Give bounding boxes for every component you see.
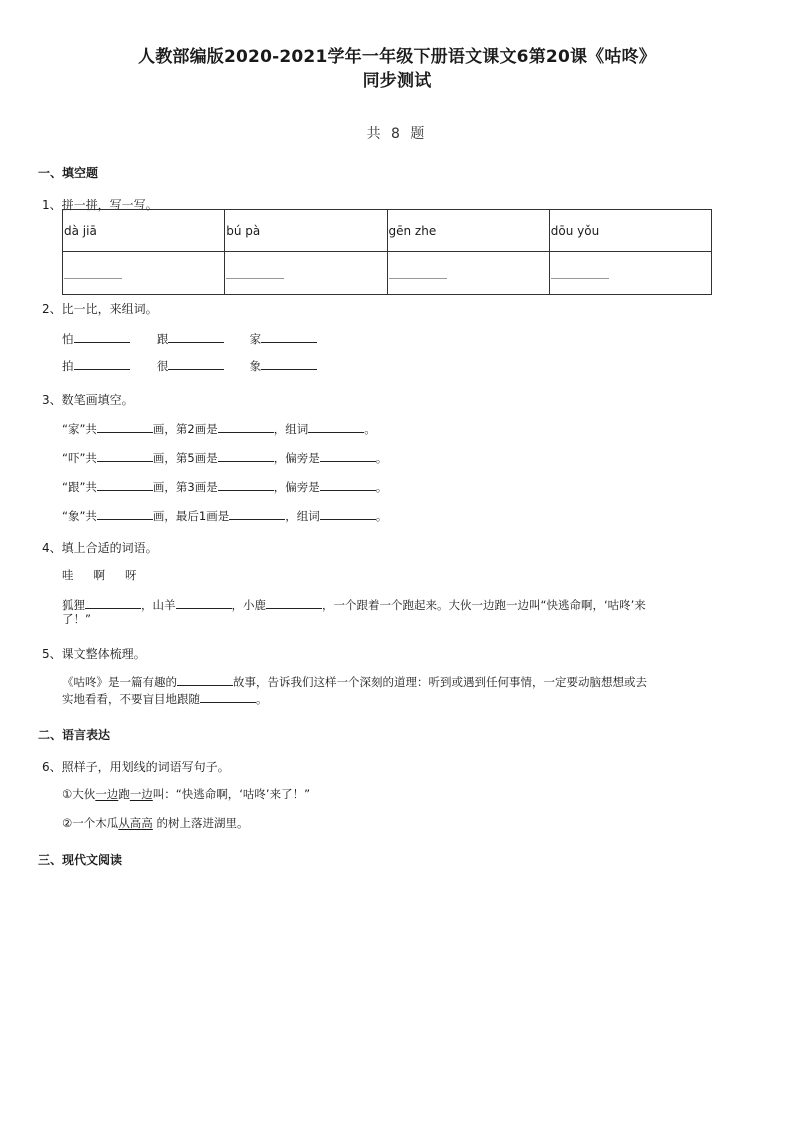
stroke-text: 。 xyxy=(375,451,388,465)
stroke-text: ，组词 xyxy=(285,509,320,523)
answer-blank[interactable] xyxy=(320,478,376,491)
story-text: ，山羊 xyxy=(141,598,176,612)
question-6-prompt: 6、照样子，用划线的词语写句子。 xyxy=(42,760,230,774)
story-sentence xyxy=(62,596,646,613)
story-text: ，小鹿 xyxy=(231,598,266,612)
answer-blank[interactable] xyxy=(97,420,153,433)
answer-blank[interactable] xyxy=(389,278,447,279)
answer-blank[interactable] xyxy=(218,420,274,433)
summary-line-2 xyxy=(62,690,268,707)
stroke-text: 。 xyxy=(364,422,376,436)
answer-blank[interactable] xyxy=(64,278,122,279)
compare-char: 怕 xyxy=(62,332,74,346)
pinyin-table xyxy=(62,209,712,295)
question-3-prompt: 3、数笔画填空。 xyxy=(42,393,134,407)
page-subtitle: 同步测试 xyxy=(362,71,432,91)
answer-blank[interactable] xyxy=(74,330,130,343)
section-heading-expression: 二、语言表达 xyxy=(38,728,111,742)
page-title: 人教部编版2020-2021学年一年级下册语文课文6第20课《咕咚》 xyxy=(138,47,656,67)
answer-blank[interactable] xyxy=(168,357,224,370)
question-4-prompt: 4、填上合适的词语。 xyxy=(42,541,158,555)
stroke-text: 画，第5画是 xyxy=(152,451,218,465)
answer-blank[interactable] xyxy=(85,596,141,609)
compare-char: 象 xyxy=(249,359,262,373)
underlined-word: 一边 xyxy=(95,787,119,801)
compare-char: 拍 xyxy=(62,359,74,373)
word-option: 哇 xyxy=(62,568,74,582)
answer-blank[interactable] xyxy=(218,449,274,462)
compare-char: 跟 xyxy=(156,332,169,346)
stroke-text: ，组词 xyxy=(273,422,309,436)
stroke-text: ，偏旁是 xyxy=(273,480,320,494)
compare-char: 很 xyxy=(156,359,169,373)
answer-blank[interactable] xyxy=(308,420,364,433)
example-sentence-2 xyxy=(62,815,248,831)
summary-text: 故事，告诉我们这样一个深刻的道理：听到或遇到任何事情，一定要动脑想想或去 xyxy=(233,675,647,689)
answer-cell[interactable] xyxy=(225,252,387,295)
answer-blank[interactable] xyxy=(320,507,376,520)
answer-blank[interactable] xyxy=(74,357,130,370)
story-text: 狐狸 xyxy=(62,598,85,612)
compare-row-1 xyxy=(62,330,317,347)
underlined-word: 一边 xyxy=(129,787,153,801)
example-text: 的树上落进湖里。 xyxy=(152,816,249,830)
stroke-line xyxy=(62,478,387,495)
answer-blank[interactable] xyxy=(266,596,322,609)
stroke-text: “跟”共 xyxy=(62,480,97,494)
answer-blank[interactable] xyxy=(261,330,317,343)
stroke-text: 。 xyxy=(375,509,388,523)
stroke-text: 。 xyxy=(375,480,388,494)
example-text: ②一个木瓜 xyxy=(62,816,119,830)
answer-blank[interactable] xyxy=(168,330,224,343)
pinyin-cell: dà jiā xyxy=(63,210,225,252)
stroke-text: 画，第2画是 xyxy=(152,422,218,436)
answer-blank[interactable] xyxy=(176,596,232,609)
question-count: 共 8 题 xyxy=(366,126,428,142)
example-text: ①大伙 xyxy=(62,787,96,801)
answer-blank[interactable] xyxy=(97,507,153,520)
summary-text: 《咕咚》是一篇有趣的 xyxy=(62,675,177,689)
pinyin-cell: gēn zhe xyxy=(387,210,549,252)
stroke-text: “象”共 xyxy=(62,509,97,523)
answer-blank[interactable] xyxy=(229,507,285,520)
question-2-prompt: 2、比一比，来组词。 xyxy=(42,302,158,316)
answer-cell[interactable] xyxy=(63,252,225,295)
answer-blank[interactable] xyxy=(226,278,284,279)
compare-char: 家 xyxy=(249,332,262,346)
question-5-prompt: 5、课文整体梳理。 xyxy=(42,647,146,661)
story-text: ，一个跟着一个跑起来。大伙一边跑一边叫“快逃命啊，‘咕咚’来 xyxy=(322,598,646,612)
answer-blank[interactable] xyxy=(200,690,256,703)
pinyin-cell: bú pà xyxy=(225,210,387,252)
compare-row-2 xyxy=(62,357,317,374)
stroke-line xyxy=(62,449,387,466)
stroke-text: ，偏旁是 xyxy=(273,451,320,465)
example-text: 叫：“快逃命啊，‘咕咚’来了！” xyxy=(152,787,311,801)
answer-blank[interactable] xyxy=(261,357,317,370)
example-text: 跑 xyxy=(118,787,130,801)
answer-cell[interactable] xyxy=(549,252,711,295)
story-sentence-cont: 了！” xyxy=(62,612,91,626)
stroke-line xyxy=(62,507,387,524)
question-1-prompt: 1、拼一拼，写一写。 xyxy=(42,198,158,212)
section-heading-fill-blank: 一、填空题 xyxy=(38,166,99,180)
word-option: 啊 xyxy=(93,568,105,582)
example-sentence-1 xyxy=(62,786,310,802)
word-option: 呀 xyxy=(125,568,137,582)
underlined-word: 从高高 xyxy=(118,816,153,830)
summary-text: 。 xyxy=(256,692,268,706)
stroke-text: “家”共 xyxy=(62,422,97,436)
answer-blank[interactable] xyxy=(551,278,609,279)
answer-cell[interactable] xyxy=(387,252,549,295)
answer-blank[interactable] xyxy=(97,449,153,462)
stroke-line xyxy=(62,420,376,437)
answer-blank[interactable] xyxy=(218,478,274,491)
summary-text: 实地看看，不要盲目地跟随 xyxy=(62,692,200,706)
stroke-text: 画，第3画是 xyxy=(152,480,218,494)
word-bank xyxy=(62,567,137,583)
stroke-text: “吓”共 xyxy=(62,451,97,465)
stroke-text: 画，最后1画是 xyxy=(152,509,230,523)
section-heading-reading: 三、现代文阅读 xyxy=(38,853,123,867)
answer-blank[interactable] xyxy=(320,449,376,462)
answer-blank[interactable] xyxy=(97,478,153,491)
summary-line-1 xyxy=(62,673,647,690)
pinyin-cell: dōu yǒu xyxy=(549,210,711,252)
answer-blank[interactable] xyxy=(177,673,233,686)
